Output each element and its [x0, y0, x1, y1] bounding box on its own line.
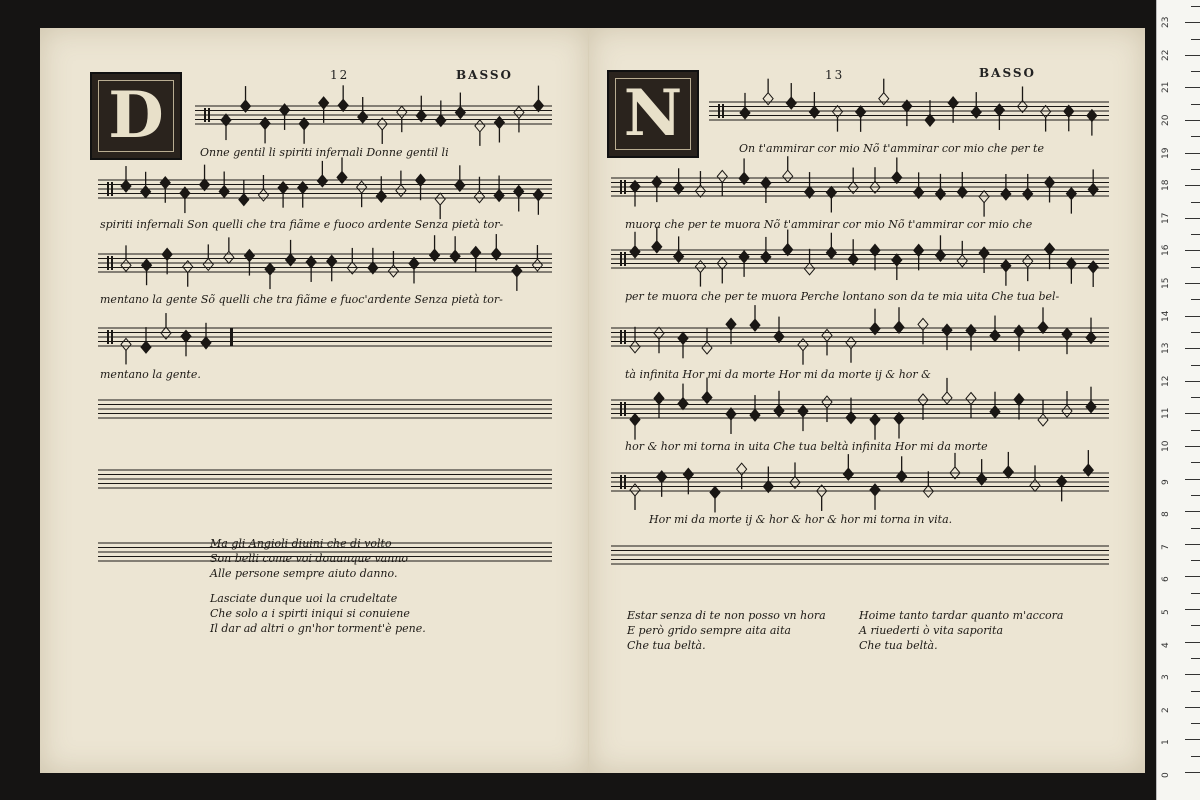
ruler-tick [1191, 169, 1200, 170]
note-head [1014, 394, 1024, 406]
note-head [435, 193, 445, 205]
note-head [514, 106, 524, 118]
note-head [783, 244, 793, 256]
note-head [942, 324, 952, 336]
note-head [763, 93, 773, 105]
note-head [966, 393, 976, 405]
lyric-line: per te muora che per te muora Perche lontano son da te mia uita Che tua bel- [625, 290, 1060, 303]
note-head [258, 189, 268, 201]
note-head [702, 391, 712, 403]
note-head [897, 470, 907, 482]
staff [611, 227, 1109, 287]
note-head [809, 106, 819, 118]
note-head [319, 97, 329, 109]
note-head [674, 182, 684, 194]
ruler-tick [1185, 250, 1200, 251]
note-head [337, 171, 347, 183]
staff [98, 234, 552, 291]
running-title: BASSO [979, 66, 1036, 80]
note-head [826, 186, 836, 198]
note-head [786, 97, 796, 109]
note-head [142, 259, 152, 271]
note-head [957, 255, 967, 267]
note-head [1001, 188, 1011, 200]
note-head [1086, 401, 1096, 413]
note-head [396, 185, 406, 197]
note-head [739, 251, 749, 263]
ruler-tick [1191, 332, 1200, 333]
ruler-tick [1191, 234, 1200, 235]
note-head [533, 100, 543, 112]
ruler-tick [1185, 609, 1200, 610]
note-head [1045, 243, 1055, 255]
verse-stanza: Estar senza di te non posso vn hora E però grido sempre aita aita Che tua beltà. [627, 609, 826, 652]
verse-stanza: Hoime tanto tardar quanto m'accora A riuederti ò vita saporita Che tua beltà. [859, 609, 1064, 652]
lyric-line: tà infinita Hor mi da morte Hor mi da morte ij & hor & [625, 368, 931, 381]
note-head [805, 263, 815, 275]
note-head [892, 254, 902, 266]
note-head [358, 111, 368, 123]
note-head [388, 265, 398, 277]
left-page [40, 28, 590, 773]
ruler-tick [1191, 6, 1200, 7]
note-head [512, 265, 522, 277]
ruler-tick [1185, 381, 1200, 382]
ruler-label: 16 [1161, 244, 1171, 257]
note-head [695, 261, 705, 273]
ruler-tick [1191, 560, 1200, 561]
music-staves [589, 28, 1145, 773]
note-head [990, 406, 1000, 418]
note-head [298, 182, 308, 194]
ruler-tick [1191, 593, 1200, 594]
note-head [436, 114, 446, 126]
ruler-tick [1191, 430, 1200, 431]
staff [611, 156, 1109, 216]
note-head [843, 468, 853, 480]
ruler-tick [1185, 739, 1200, 740]
lyric-line: On t'ammirar cor mio Nõ t'ammirar cor mio che per te [739, 142, 1044, 155]
ruler-tick [1191, 462, 1200, 463]
note-head [224, 251, 234, 263]
staff [195, 85, 552, 146]
ruler-tick [1191, 625, 1200, 626]
ruler-tick [1185, 218, 1200, 219]
ruler-label: 20 [1161, 114, 1171, 126]
ruler-tick [1191, 267, 1200, 268]
note-head [239, 194, 249, 206]
ruler-label: 2 [1161, 707, 1171, 713]
verse-stanza: Lasciate dunque uoi la crudeltate Che solo a i spirti iniqui si conuiene Il dar ad altri o gn'hor torment'è pene. [210, 592, 426, 635]
staff [611, 546, 1109, 564]
note-head [966, 325, 976, 337]
ruler-label: 5 [1161, 609, 1171, 615]
lyric-line: mentano la gente Sõ quelli che tra fiãme e fuoc'ardente Senza pietà tor- [100, 293, 503, 306]
running-title: BASSO [456, 68, 513, 82]
note-head [494, 189, 504, 201]
ruler-label: 19 [1161, 147, 1171, 159]
ruler-tick [1191, 71, 1200, 72]
ruler-tick [1185, 674, 1200, 675]
lyric-line: muora che per te muora Nõ t'ammirar cor mio Nõ t'ammirar cor mio che [625, 218, 1033, 231]
note-head [1066, 188, 1076, 200]
ruler-tick [1191, 658, 1200, 659]
ruler-tick [1191, 39, 1200, 40]
ruler-tick [1191, 202, 1200, 203]
ruler-tick [1185, 55, 1200, 56]
note-head [826, 247, 836, 259]
ruler-tick [1191, 365, 1200, 366]
staff [611, 450, 1109, 512]
final-barline [230, 328, 233, 346]
ruler-tick [1191, 723, 1200, 724]
note-head [1088, 261, 1098, 273]
ruler-tick [1185, 87, 1200, 88]
note-head [219, 185, 229, 197]
ruler-label: 13 [1161, 342, 1171, 355]
note-head [1030, 479, 1040, 491]
note-head [630, 341, 640, 353]
note-head [630, 484, 640, 496]
open-songbook [40, 28, 1144, 773]
note-head [1083, 464, 1093, 476]
note-head [376, 190, 386, 202]
note-head [879, 93, 889, 105]
note-head [455, 107, 465, 119]
ruler-label: 12 [1161, 375, 1171, 387]
note-head [306, 256, 316, 268]
note-head [710, 486, 720, 498]
note-head [870, 484, 880, 496]
note-head [979, 191, 989, 203]
right-page [588, 28, 1145, 773]
verse-stanza: Ma gli Angioli diuini che di volto Son belli come voi douunque vanno Alle persone sempre aiuto danno. [210, 537, 409, 580]
note-head [1023, 188, 1033, 200]
note-head [630, 414, 640, 426]
note-head [918, 318, 928, 330]
decorated-initial: D [90, 72, 182, 160]
lyric-line: spiriti infernali Son quelli che tra fiãme e fuoco ardente Senza pietà tor- [100, 218, 504, 231]
note-head [870, 414, 880, 426]
ruler-tick [1191, 495, 1200, 496]
ruler-label: 8 [1161, 511, 1171, 518]
note-head [846, 337, 856, 349]
ruler-tick [1185, 22, 1200, 23]
note-head [740, 107, 750, 119]
staff [98, 157, 552, 219]
note-head [471, 246, 481, 258]
ruler-tick [1185, 479, 1200, 480]
note-head [894, 321, 904, 333]
note-head [994, 104, 1004, 116]
ruler-tick [1185, 185, 1200, 186]
note-head [1023, 255, 1033, 267]
page-number: 12 [330, 68, 350, 82]
ruler-tick [1191, 756, 1200, 757]
ruler-tick [1185, 446, 1200, 447]
lyric-line: Onne gentil li spiriti infernali Donne gentil li [200, 146, 449, 159]
note-head [1014, 325, 1024, 337]
note-head [1062, 405, 1072, 417]
note-head [750, 409, 760, 421]
ruler-label: 23 [1161, 16, 1171, 29]
note-head [914, 186, 924, 198]
note-head [630, 246, 640, 258]
note-head [244, 250, 254, 262]
ruler-label: 4 [1161, 641, 1171, 648]
note-head [532, 259, 542, 271]
note-head [1038, 321, 1048, 333]
page-number: 13 [825, 68, 845, 82]
note-head [338, 99, 348, 111]
note-head [514, 185, 524, 197]
note-head [1003, 466, 1013, 478]
ruler-tick [1191, 299, 1200, 300]
ruler-tick [1191, 691, 1200, 692]
measuring-ruler [1156, 0, 1200, 800]
note-head [979, 247, 989, 259]
note-head [357, 181, 367, 193]
lyric-line: hor & hor mi torna in uita Che tua beltà infinita Hor mi da morte [625, 440, 988, 453]
note-head [494, 117, 504, 129]
ruler-tick [1185, 120, 1200, 121]
ruler-label: 22 [1161, 49, 1171, 61]
ruler-tick [1191, 528, 1200, 529]
ruler-tick [1185, 511, 1200, 512]
note-head [278, 182, 288, 194]
note-head [121, 180, 131, 192]
note-head [1062, 328, 1072, 340]
note-head [717, 170, 727, 182]
staff [98, 313, 552, 364]
ruler-tick [1185, 348, 1200, 349]
staff [98, 470, 552, 488]
note-head [674, 250, 684, 262]
note-head [430, 249, 440, 261]
note-head [750, 319, 760, 331]
ruler-label: 15 [1161, 277, 1171, 289]
ruler-label: 21 [1161, 81, 1171, 94]
note-head [474, 191, 484, 203]
ruler-tick [1185, 576, 1200, 577]
ruler-label: 10 [1161, 440, 1171, 452]
ruler-tick [1185, 772, 1200, 773]
note-head [1001, 260, 1011, 272]
ruler-tick [1185, 642, 1200, 643]
ruler-tick [1191, 136, 1200, 137]
note-head [121, 259, 131, 271]
note-head [141, 186, 151, 198]
note-head [856, 106, 866, 118]
note-head [327, 255, 337, 267]
ruler-label: 6 [1161, 576, 1171, 583]
music-staves [40, 28, 588, 773]
ruler-tick [1185, 707, 1200, 708]
ruler-label: 3 [1161, 674, 1171, 681]
note-head [798, 405, 808, 417]
ruler-label: 1 [1161, 739, 1171, 746]
ruler-label: 17 [1161, 212, 1171, 224]
ruler-label: 7 [1161, 544, 1171, 550]
note-head [942, 392, 952, 404]
note-head [783, 170, 793, 182]
note-head [892, 171, 902, 183]
note-head [141, 341, 151, 353]
note-head [971, 106, 981, 118]
ruler-tick [1185, 413, 1200, 414]
decorated-initial: N [607, 70, 699, 158]
note-head [678, 332, 688, 344]
note-head [201, 337, 211, 349]
note-head [774, 405, 784, 417]
staff [709, 79, 1109, 136]
ruler-label: 18 [1161, 179, 1171, 192]
ruler-label: 11 [1161, 407, 1171, 420]
ruler-label: 9 [1161, 478, 1171, 485]
ruler-tick [1191, 397, 1200, 398]
note-head [990, 330, 1000, 342]
note-head [1088, 183, 1098, 195]
note-head [678, 398, 688, 410]
note-head [977, 473, 987, 485]
note-head [702, 342, 712, 354]
lyric-line: mentano la gente. [100, 368, 201, 381]
note-head [822, 396, 832, 408]
note-head [475, 120, 485, 132]
note-head [683, 468, 693, 480]
ruler-tick [1185, 153, 1200, 154]
note-head [1038, 414, 1048, 426]
note-head [935, 188, 945, 200]
staff [98, 400, 552, 418]
note-head [397, 106, 407, 118]
note-head [654, 392, 664, 404]
staff [611, 377, 1109, 439]
lyric-line: Hor mi da morte ij & hor & hor & hor mi torna in vita. [649, 513, 953, 526]
ruler-tick [1185, 283, 1200, 284]
ruler-label: 0 [1161, 772, 1171, 778]
ruler-tick [1191, 104, 1200, 105]
ruler-label: 14 [1161, 310, 1171, 322]
note-head [160, 177, 170, 189]
note-head [121, 338, 131, 350]
staff [611, 305, 1109, 365]
ruler-tick [1185, 316, 1200, 317]
note-head [450, 250, 460, 262]
note-head [286, 254, 296, 266]
note-head [652, 241, 662, 253]
note-head [822, 329, 832, 341]
note-head [265, 263, 275, 275]
note-head [894, 413, 904, 425]
note-head [798, 339, 808, 351]
note-head [533, 189, 543, 201]
note-head [761, 251, 771, 263]
note-head [203, 258, 213, 270]
ruler-tick [1185, 544, 1200, 545]
note-head [317, 175, 327, 187]
